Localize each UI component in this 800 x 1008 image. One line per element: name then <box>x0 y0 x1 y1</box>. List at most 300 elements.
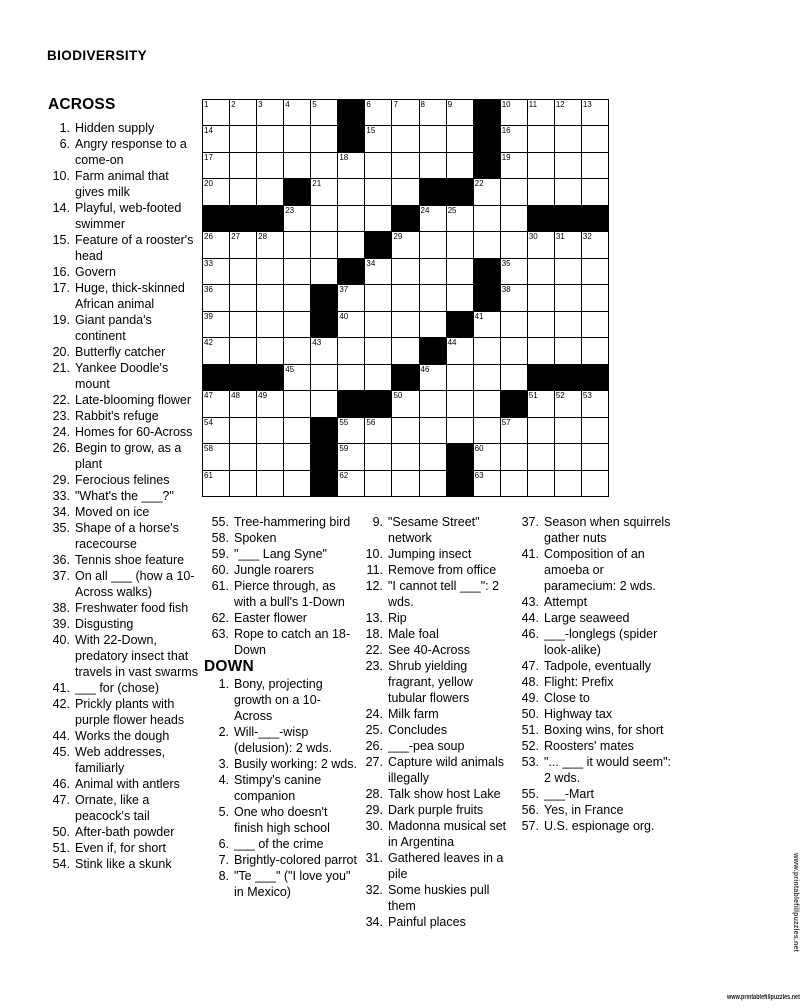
clue-text: ___ for (chose) <box>75 681 160 695</box>
grid-cell[interactable] <box>555 153 582 179</box>
grid-cell[interactable] <box>582 338 609 364</box>
cell-number: 41 <box>474 311 484 321</box>
grid-cell[interactable] <box>284 206 311 232</box>
clue-item <box>358 578 509 610</box>
clue-text: After-bath powder <box>75 825 175 839</box>
clue-item <box>42 504 199 520</box>
grid-cell[interactable] <box>501 365 528 391</box>
clue-item <box>514 754 674 786</box>
grid-cell[interactable] <box>311 126 338 152</box>
grid-cell[interactable] <box>203 259 230 285</box>
grid-cell[interactable] <box>420 391 447 417</box>
clue-number: 45. <box>52 745 70 759</box>
grid-cell[interactable] <box>528 153 555 179</box>
grid-cell[interactable] <box>338 444 365 470</box>
grid-cell[interactable] <box>257 153 284 179</box>
clue-item <box>42 616 199 632</box>
clue-item <box>204 836 357 852</box>
grid-cell[interactable] <box>528 418 555 444</box>
clue-text: ___-longlegs (spider look-alike) <box>544 627 658 657</box>
grid-cell[interactable] <box>203 312 230 338</box>
clue-item <box>42 680 199 696</box>
grid-cell[interactable] <box>203 179 230 205</box>
across-clue-list <box>42 120 199 872</box>
grid-cell[interactable] <box>311 100 338 126</box>
clue-number: 39. <box>52 617 70 631</box>
grid-cell[interactable] <box>284 312 311 338</box>
grid-cell[interactable] <box>257 126 284 152</box>
grid-cell[interactable] <box>555 391 582 417</box>
clue-number: 53. <box>521 755 539 769</box>
grid-cell[interactable] <box>257 179 284 205</box>
clue-text: Yankee Doodle's mount <box>75 361 169 391</box>
grid-cell[interactable] <box>582 126 609 152</box>
grid-cell-black <box>284 179 311 205</box>
clue-number: 27. <box>365 755 383 769</box>
grid-cell[interactable] <box>392 232 419 258</box>
grid-cell[interactable] <box>338 179 365 205</box>
grid-cell[interactable] <box>474 444 501 470</box>
grid-cell[interactable] <box>474 312 501 338</box>
clue-item <box>42 440 199 472</box>
clue-item <box>42 472 199 488</box>
clue-item <box>514 802 674 818</box>
clue-number: 8. <box>218 869 229 883</box>
grid-cell[interactable] <box>365 126 392 152</box>
grid-cell[interactable] <box>420 153 447 179</box>
grid-cell[interactable] <box>501 100 528 126</box>
clue-number: 42. <box>52 697 70 711</box>
grid-cell[interactable] <box>284 232 311 258</box>
grid-cell[interactable] <box>284 338 311 364</box>
grid-cell[interactable] <box>392 391 419 417</box>
grid-cell[interactable] <box>555 471 582 497</box>
grid-cell[interactable] <box>311 232 338 258</box>
grid-cell[interactable] <box>365 153 392 179</box>
grid-cell[interactable] <box>203 471 230 497</box>
grid-cell[interactable] <box>230 259 257 285</box>
grid-cell[interactable] <box>392 338 419 364</box>
grid-cell[interactable] <box>284 285 311 311</box>
grid-cell[interactable] <box>365 471 392 497</box>
clue-number: 15. <box>52 233 70 247</box>
grid-cell[interactable] <box>447 285 474 311</box>
grid-cell[interactable] <box>582 418 609 444</box>
grid-cell[interactable] <box>230 126 257 152</box>
clue-number: 37. <box>521 515 539 529</box>
grid-cell[interactable] <box>555 259 582 285</box>
clue-item <box>358 514 509 546</box>
grid-cell[interactable] <box>257 471 284 497</box>
clue-text: Moved on ice <box>75 505 150 519</box>
clue-number: 29. <box>365 803 383 817</box>
grid-cell[interactable] <box>257 444 284 470</box>
clue-text: "... ___ it would seem": 2 wds. <box>544 755 671 785</box>
grid-cell[interactable] <box>365 418 392 444</box>
grid-cell[interactable] <box>284 365 311 391</box>
grid-cell[interactable] <box>555 126 582 152</box>
grid-cell[interactable] <box>528 391 555 417</box>
grid-cell[interactable] <box>501 153 528 179</box>
grid-cell[interactable] <box>311 259 338 285</box>
grid-cell[interactable] <box>447 418 474 444</box>
grid-cell[interactable] <box>447 232 474 258</box>
cell-number: 37 <box>339 285 349 295</box>
cell-number: 23 <box>285 205 295 215</box>
clue-text: Pierce through, as with a bull's 1-Down <box>234 579 345 609</box>
grid-cell[interactable] <box>365 179 392 205</box>
clue-number: 5. <box>218 805 229 819</box>
grid-cell-black <box>203 365 230 391</box>
grid-cell[interactable] <box>311 391 338 417</box>
clue-number: 22. <box>52 393 70 407</box>
clue-item <box>514 738 674 754</box>
cell-number: 56 <box>366 417 376 427</box>
grid-cell[interactable] <box>257 259 284 285</box>
grid-cell[interactable] <box>420 418 447 444</box>
clue-item <box>42 728 199 744</box>
grid-cell[interactable] <box>582 100 609 126</box>
clue-item <box>42 744 199 776</box>
clue-item <box>204 724 357 756</box>
clue-number: 60. <box>211 563 229 577</box>
grid-cell[interactable] <box>555 312 582 338</box>
grid-cell[interactable] <box>474 232 501 258</box>
cell-number: 3 <box>258 100 263 109</box>
puzzle-title: BIODIVERSITY <box>47 48 148 63</box>
clue-number: 63. <box>211 627 229 641</box>
grid-cell[interactable] <box>555 232 582 258</box>
clue-text: Some huskies pull them <box>388 883 490 913</box>
clue-item <box>204 868 357 900</box>
grid-cell[interactable] <box>230 338 257 364</box>
grid-cell[interactable] <box>365 259 392 285</box>
grid-cell[interactable] <box>447 206 474 232</box>
grid-cell[interactable] <box>392 153 419 179</box>
cell-number: 52 <box>555 391 565 401</box>
grid-cell[interactable] <box>420 444 447 470</box>
grid-cell[interactable] <box>230 444 257 470</box>
grid-cell[interactable] <box>365 100 392 126</box>
clue-item <box>358 706 509 722</box>
grid-cell[interactable] <box>528 232 555 258</box>
grid-cell[interactable] <box>501 206 528 232</box>
grid-cell-black <box>474 259 501 285</box>
grid-cell[interactable] <box>203 418 230 444</box>
grid-cell[interactable] <box>203 126 230 152</box>
grid-cell[interactable] <box>230 153 257 179</box>
clue-item <box>358 914 509 930</box>
grid-cell[interactable] <box>501 232 528 258</box>
grid-cell[interactable] <box>582 259 609 285</box>
grid-cell[interactable] <box>474 391 501 417</box>
grid-cell[interactable] <box>420 365 447 391</box>
grid-cell[interactable] <box>555 338 582 364</box>
grid-cell[interactable] <box>338 338 365 364</box>
clue-number: 29. <box>52 473 70 487</box>
grid-cell[interactable] <box>501 444 528 470</box>
grid-cell-black <box>555 206 582 232</box>
grid-cell[interactable] <box>474 471 501 497</box>
grid-cell[interactable] <box>392 312 419 338</box>
grid-cell[interactable] <box>203 444 230 470</box>
grid-cell[interactable] <box>311 179 338 205</box>
grid-cell[interactable] <box>392 285 419 311</box>
grid-cell[interactable] <box>392 259 419 285</box>
clue-number: 12. <box>365 579 383 593</box>
grid-cell[interactable] <box>528 444 555 470</box>
grid-cell[interactable] <box>284 471 311 497</box>
cell-number: 13 <box>582 100 592 109</box>
grid-cell[interactable] <box>284 126 311 152</box>
grid-cell[interactable] <box>582 285 609 311</box>
grid-cell[interactable] <box>501 259 528 285</box>
clue-text: ___ of the crime <box>234 837 324 851</box>
grid-cell[interactable] <box>392 418 419 444</box>
grid-cell[interactable] <box>365 365 392 391</box>
grid-cell[interactable] <box>528 179 555 205</box>
grid-cell[interactable] <box>338 312 365 338</box>
clue-item <box>204 514 357 530</box>
grid-cell[interactable] <box>555 179 582 205</box>
clue-text: Highway tax <box>544 707 613 721</box>
grid-cell[interactable] <box>501 338 528 364</box>
grid-cell[interactable] <box>528 126 555 152</box>
grid-cell-black <box>474 153 501 179</box>
grid-cell[interactable] <box>447 365 474 391</box>
cell-number: 2 <box>231 100 236 109</box>
grid-cell[interactable] <box>338 418 365 444</box>
grid-cell[interactable] <box>230 285 257 311</box>
grid-cell[interactable] <box>582 471 609 497</box>
grid-cell[interactable] <box>230 391 257 417</box>
grid-cell[interactable] <box>528 285 555 311</box>
grid-cell[interactable] <box>392 444 419 470</box>
clue-text: Talk show host Lake <box>388 787 501 801</box>
grid-cell[interactable] <box>501 126 528 152</box>
grid-cell[interactable] <box>447 338 474 364</box>
grid-cell[interactable] <box>284 259 311 285</box>
clue-text: Remove from office <box>388 563 497 577</box>
grid-cell-black <box>528 365 555 391</box>
grid-cell[interactable] <box>230 312 257 338</box>
grid-cell[interactable] <box>528 100 555 126</box>
clue-text: Tadpole, eventually <box>544 659 652 673</box>
grid-cell[interactable] <box>338 365 365 391</box>
grid-cell[interactable] <box>257 100 284 126</box>
grid-cell[interactable] <box>230 418 257 444</box>
clue-text: Will-___-wisp (delusion): 2 wds. <box>234 725 332 755</box>
grid-cell[interactable] <box>230 232 257 258</box>
grid-cell[interactable] <box>338 285 365 311</box>
cell-number: 57 <box>501 417 511 427</box>
grid-cell[interactable] <box>528 259 555 285</box>
clue-text: Stimpy's canine companion <box>234 773 322 803</box>
clue-text: "I cannot tell ___": 2 wds. <box>388 579 500 609</box>
grid-cell[interactable] <box>338 206 365 232</box>
grid-cell[interactable] <box>447 259 474 285</box>
clue-number: 3. <box>218 757 229 771</box>
across-heading: ACROSS <box>48 96 116 113</box>
grid-cell[interactable] <box>501 179 528 205</box>
clue-number: 32. <box>365 883 383 897</box>
grid-cell-black <box>311 444 338 470</box>
clue-text: Even if, for short <box>75 841 167 855</box>
grid-cell[interactable] <box>203 100 230 126</box>
grid-cell[interactable] <box>555 444 582 470</box>
grid-cell[interactable] <box>338 153 365 179</box>
grid-cell[interactable] <box>555 285 582 311</box>
grid-cell[interactable] <box>392 471 419 497</box>
grid-cell[interactable] <box>284 444 311 470</box>
clue-item <box>358 658 509 706</box>
grid-cell[interactable] <box>284 418 311 444</box>
grid-cell[interactable] <box>311 365 338 391</box>
grid-cell[interactable] <box>447 153 474 179</box>
clue-number: 35. <box>52 521 70 535</box>
clue-text: Butterfly catcher <box>75 345 166 359</box>
grid-cell[interactable] <box>230 471 257 497</box>
clue-number: 2. <box>218 725 229 739</box>
clue-number: 11. <box>366 563 383 577</box>
grid-cell[interactable] <box>284 391 311 417</box>
grid-cell[interactable] <box>203 285 230 311</box>
grid-cell[interactable] <box>582 153 609 179</box>
grid-cell[interactable] <box>420 471 447 497</box>
grid-cell[interactable] <box>257 418 284 444</box>
grid-cell[interactable] <box>284 100 311 126</box>
clue-item <box>204 578 357 610</box>
clue-text: Busily working: 2 wds. <box>234 757 357 771</box>
grid-cell[interactable] <box>447 100 474 126</box>
grid-cell[interactable] <box>501 312 528 338</box>
clue-text: Easter flower <box>234 611 307 625</box>
clue-number: 10. <box>365 547 383 561</box>
grid-cell[interactable] <box>420 206 447 232</box>
grid-cell[interactable] <box>528 312 555 338</box>
cell-number: 53 <box>582 391 592 401</box>
cell-number: 50 <box>393 391 403 401</box>
grid-cell[interactable] <box>284 153 311 179</box>
grid-cell[interactable] <box>474 365 501 391</box>
grid-cell[interactable] <box>230 179 257 205</box>
clue-item <box>204 546 357 562</box>
cell-number: 17 <box>204 152 213 162</box>
grid-cell-black <box>420 179 447 205</box>
clue-item <box>358 642 509 658</box>
watermark-vertical: www.printablefillpuzzles.net <box>792 853 799 953</box>
grid-cell[interactable] <box>311 153 338 179</box>
grid-cell[interactable] <box>420 312 447 338</box>
grid-cell[interactable] <box>311 338 338 364</box>
clue-item <box>514 626 674 658</box>
clue-item <box>204 756 357 772</box>
clue-number: 13. <box>365 611 383 625</box>
clue-item <box>358 818 509 850</box>
grid-cell[interactable] <box>392 100 419 126</box>
cell-number: 45 <box>285 364 295 374</box>
grid-cell[interactable] <box>447 126 474 152</box>
cell-number: 34 <box>366 258 376 268</box>
grid-cell[interactable] <box>392 179 419 205</box>
grid-cell[interactable] <box>474 206 501 232</box>
clue-number: 23. <box>52 409 70 423</box>
grid-cell[interactable] <box>257 338 284 364</box>
grid-cell[interactable] <box>338 232 365 258</box>
grid-cell[interactable] <box>392 126 419 152</box>
grid-cell[interactable] <box>420 100 447 126</box>
grid-cell[interactable] <box>257 285 284 311</box>
grid-cell[interactable] <box>582 391 609 417</box>
grid-cell[interactable] <box>257 232 284 258</box>
grid-cell[interactable] <box>474 338 501 364</box>
clue-item <box>42 264 199 280</box>
grid-cell[interactable] <box>474 418 501 444</box>
grid-cell[interactable] <box>582 444 609 470</box>
grid-cell[interactable] <box>230 100 257 126</box>
grid-cell[interactable] <box>447 391 474 417</box>
clue-number: 17. <box>52 281 70 295</box>
cell-number: 7 <box>393 100 398 109</box>
grid-cell[interactable] <box>420 126 447 152</box>
clue-number: 10. <box>52 169 70 183</box>
grid-cell[interactable] <box>501 285 528 311</box>
grid-cell[interactable] <box>338 471 365 497</box>
grid-cell[interactable] <box>203 338 230 364</box>
grid-cell[interactable] <box>365 285 392 311</box>
grid-cell[interactable] <box>582 312 609 338</box>
clue-number: 7. <box>218 853 229 867</box>
grid-cell[interactable] <box>528 338 555 364</box>
grid-cell[interactable] <box>555 418 582 444</box>
grid-cell[interactable] <box>420 285 447 311</box>
clue-number: 26. <box>365 739 383 753</box>
cell-number: 59 <box>339 444 349 454</box>
clue-number: 55. <box>521 787 539 801</box>
grid-cell[interactable] <box>257 391 284 417</box>
clue-item <box>42 200 199 232</box>
grid-cell[interactable] <box>311 206 338 232</box>
clue-text: "___ Lang Syne" <box>234 547 327 561</box>
grid-cell[interactable] <box>365 444 392 470</box>
clue-item <box>358 722 509 738</box>
grid-cell-black <box>555 365 582 391</box>
grid-cell[interactable] <box>582 232 609 258</box>
grid-cell[interactable] <box>420 232 447 258</box>
grid-cell[interactable] <box>203 391 230 417</box>
clue-item <box>42 424 199 440</box>
clue-item <box>42 696 199 728</box>
grid-cell[interactable] <box>203 232 230 258</box>
grid-cell[interactable] <box>528 471 555 497</box>
across-clue-list-continued <box>204 514 357 658</box>
clue-number: 26. <box>52 441 70 455</box>
grid-cell[interactable] <box>582 179 609 205</box>
grid-cell[interactable] <box>555 100 582 126</box>
grid-cell[interactable] <box>365 338 392 364</box>
grid-cell[interactable] <box>474 179 501 205</box>
grid-cell[interactable] <box>420 259 447 285</box>
grid-cell[interactable] <box>365 312 392 338</box>
grid-cell[interactable] <box>203 153 230 179</box>
clue-item <box>358 882 509 914</box>
clue-text: Bony, projecting growth on a 10-Across <box>234 677 323 723</box>
grid-cell[interactable] <box>257 312 284 338</box>
grid-cell[interactable] <box>501 418 528 444</box>
grid-cell[interactable] <box>501 471 528 497</box>
grid-cell[interactable] <box>365 206 392 232</box>
clue-text: Homes for 60-Across <box>75 425 193 439</box>
